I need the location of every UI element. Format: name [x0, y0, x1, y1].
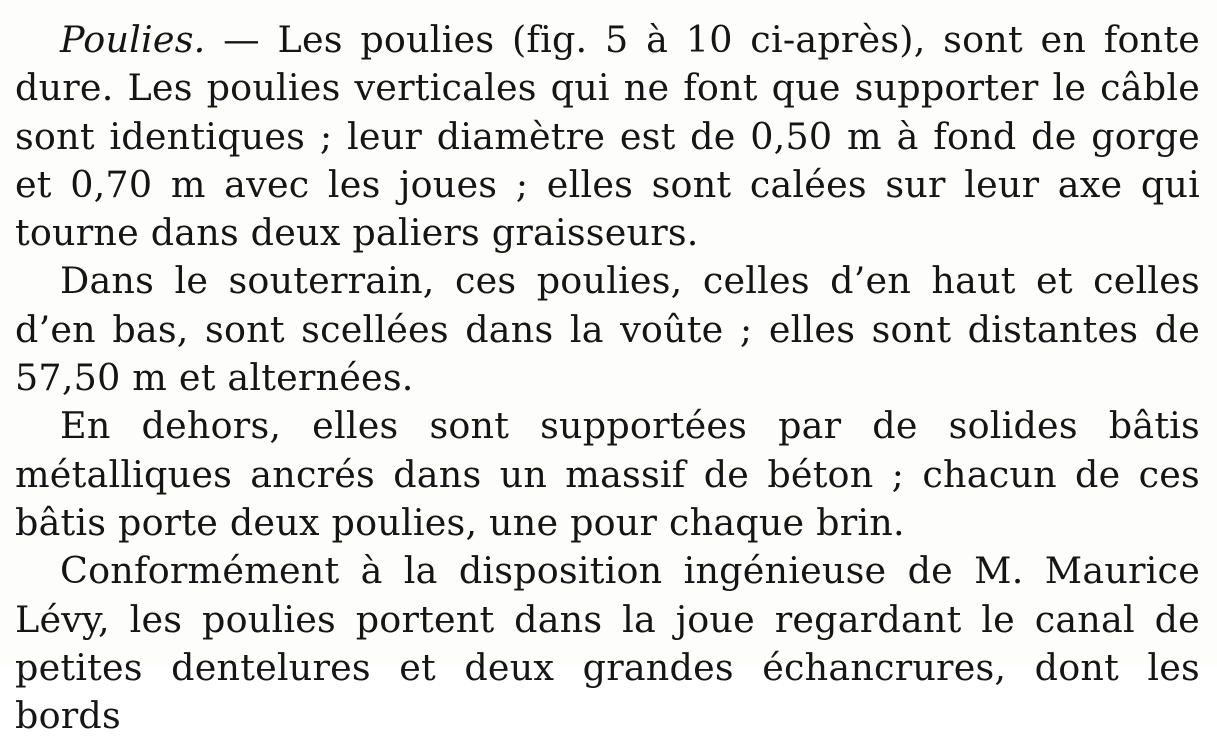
paragraph-pulleys [15, 16, 1200, 257]
paragraph-text: — Les poulies (fig. 5 à 10 ci-après), sont en fonte dure. Les poulies verticales qui ne font que supporter le câble sont identiques ; leur diamètre est de 0,50 m à fond de gorge et 0,70 m avec les joues ; elles sont calées sur leur axe qui tourne dans deux paliers graisseurs. [15, 18, 1200, 255]
paragraph-text: En dehors, elles sont supportées par de solides bâtis métalliques ancrés dans un massif de béton ; chacun de ces bâtis porte deux poulies, une pour chaque brin. [15, 404, 1200, 544]
paragraph-text: Conformément à la disposition ingénieuse de M. Maurice Lévy, les poulies portent dans la joue regardant le canal de petites dentelures et deux grandes échancrures, dont les bords [15, 549, 1200, 738]
body-text [15, 16, 1200, 740]
paragraph-tunnel [15, 257, 1200, 402]
paragraph-levy [15, 547, 1200, 740]
paragraph-outside [15, 402, 1200, 547]
section-lead-word: Poulies. [60, 18, 206, 61]
paragraph-text: Dans le souterrain, ces poulies, celles d’en haut et celles d’en bas, sont scellées dans la voûte ; elles sont distantes de 57,50 m et alternées. [15, 259, 1200, 400]
